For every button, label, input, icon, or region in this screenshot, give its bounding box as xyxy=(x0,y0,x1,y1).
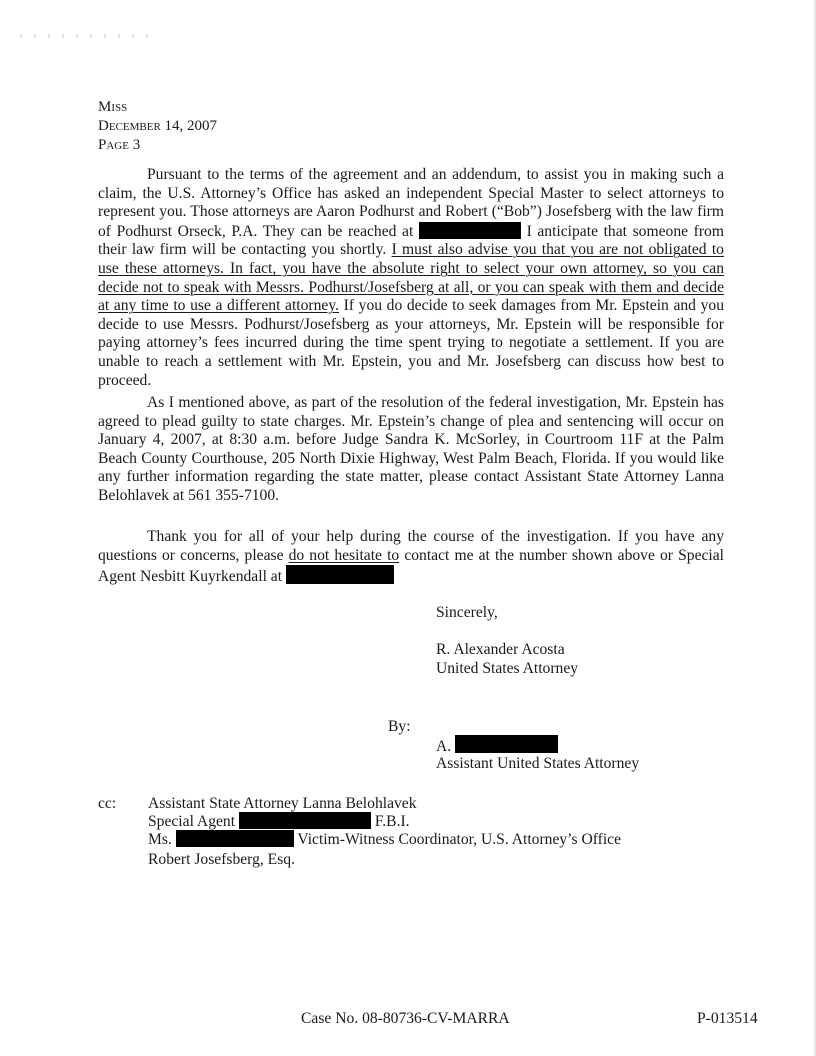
redaction-signer-name xyxy=(455,735,558,753)
case-number: Case No. 08-80736-CV-MARRA xyxy=(301,1010,510,1027)
paragraph-3 xyxy=(98,528,724,587)
redaction-phone xyxy=(419,222,521,239)
cc-label: cc: xyxy=(98,795,117,812)
cc-line-2-prefix: Special Agent xyxy=(148,813,236,830)
redaction-coordinator xyxy=(176,830,294,847)
p3-text1: Thank you for all of your help during the course of the investigation. If you have any questions or concerns, please xyxy=(98,528,724,564)
scan-artifacts xyxy=(20,34,150,38)
cc-line-3-prefix: Ms. xyxy=(148,831,172,848)
header-recipient: Miss xyxy=(98,99,128,115)
p1-text3: If you do decide to seek damages from Mr. Epstein and you decide to use Messrs. Podhurst/Josefsberg as your attorneys, Mr. Epstein will be responsible for paying attorney’s fees incurred during the time spent trying to negotiate a settlement. If you are unable to reach a settlement with Mr. Epstein, you and Mr. Josefsberg can discuss how best to proceed. xyxy=(98,297,724,389)
signer-title: United States Attorney xyxy=(436,660,579,677)
redaction-agent-phone xyxy=(286,565,394,584)
assistant-title: Assistant United States Attorney xyxy=(436,755,640,772)
p1-text1: Pursuant to the terms of the agreement and an addendum, to assist you in making such a claim, the U.S. Attorney’s Office has asked an independent Special Master to select attorneys to represent you. Those attorneys are Aaron Podhurst and Robert (“Bob”) Josefsberg with the law firm of Podhurst Orseck, P.A. They can be reached at xyxy=(98,166,724,240)
paragraph-2 xyxy=(98,394,724,506)
cc-line-4: Robert Josefsberg, Esq. xyxy=(148,851,295,868)
p2-text: As I mentioned above, as part of the resolution of the federal investigation, Mr. Epstein has agreed to plead guilty to state charges. Mr. Epstein’s change of plea and sentencing will occur on January 4, 2007, at 8:30 a.m. before Judge Sandra K. McSorley, in Courtroom 11F at the Palm Beach County Courthouse, 205 North Dixie Highway, West Palm Beach, Florida. If you would like any further information regarding the state matter, please contact Assistant State Attorney Lanna Belohlavek at 561 355-7100. xyxy=(98,394,724,504)
closing: Sincerely, xyxy=(436,604,498,621)
paragraph-1 xyxy=(98,166,724,390)
header-date: December 14, 2007 xyxy=(98,118,218,134)
signer-name: R. Alexander Acosta xyxy=(436,641,565,658)
cc-line-2 xyxy=(148,812,410,831)
redaction-special-agent xyxy=(239,812,371,829)
p1-underlined-advice: I must also advise you that you are not obligated to use these attorneys. In fact, you have the absolute right to select your own attorney, so you can decide not to speak with Messrs. Podhurst/Josefsberg at all, or you can speak with them and decide at any time to use a different attorney. xyxy=(98,241,724,315)
bates-number: P-013514 xyxy=(697,1010,758,1027)
by-label: By: xyxy=(388,718,411,735)
cc-line-2-suffix: F.B.I. xyxy=(374,813,410,830)
p1-text2: I anticipate that someone from their law firm will be contacting you shortly. xyxy=(98,222,724,259)
cc-line-3 xyxy=(148,830,621,849)
header-page: Page 3 xyxy=(98,137,141,153)
assistant-initial: A. xyxy=(436,738,452,755)
cc-line-1: Assistant State Attorney Lanna Belohlavek xyxy=(148,795,417,812)
assistant-signer xyxy=(436,735,558,756)
p3-text2: contact me at the number shown above or Special Agent Nesbitt Kuyrkendall at xyxy=(98,546,724,586)
cc-line-3-suffix: Victim-Witness Coordinator, U.S. Attorney’s Office xyxy=(297,831,622,848)
letter-header xyxy=(98,98,217,155)
p3-underlined: do not hesitate to xyxy=(288,546,400,564)
